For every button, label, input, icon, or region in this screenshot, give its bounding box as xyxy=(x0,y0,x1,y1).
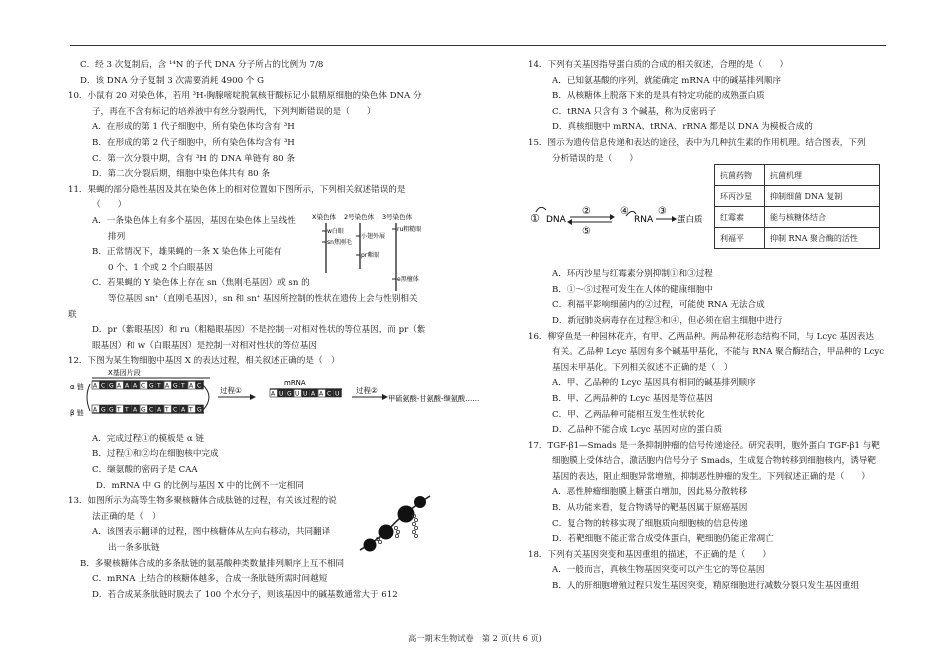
base-letter: A xyxy=(181,406,186,414)
ribosome-icon xyxy=(414,496,426,508)
base-letter: T xyxy=(157,382,161,390)
q17-option-d: D．若靶细胞不能正常合成受体蛋白，靶细胞仍能正常凋亡 xyxy=(552,534,774,545)
ribosome-icon xyxy=(398,506,415,523)
q13-stem: 13．如图所示为高等生物多聚核糖体合成肽链的过程，有关该过程的说 xyxy=(68,496,337,507)
q13-option-a: A．该图表示翻译的过程，图中核糖体从左向右移动，共同翻译 xyxy=(92,527,331,538)
process-2-label: 过程② xyxy=(356,386,378,395)
table-cell: 红霉素 xyxy=(715,207,765,228)
table-cell: 利福平 xyxy=(715,228,765,249)
q17-option-a: A．恶性肿瘤细胞膜上糖蛋白增加，因此易分散转移 xyxy=(552,487,748,498)
table-row xyxy=(715,165,880,186)
flow-rna: RNA xyxy=(634,215,654,225)
q14-option-d: D．真核细胞中 mRNA、tRNA、rRNA 都是以 DNA 为模板合成的 xyxy=(552,122,813,133)
base-letter: U xyxy=(335,390,340,398)
q17-stem-end: 基因的表达，阻止细胞异常增殖，抑制恶性肿瘤的发生。下列叙述正确的是（ ） xyxy=(552,471,870,482)
q18-stem: 18．下列有关基因突变和基因重组的描述，不正确的是（ ） xyxy=(528,549,771,560)
gene-sn: sn焦刚毛 xyxy=(327,239,352,246)
q17-option-c: C．复合物的转移实现了细胞质向细胞核的信息传递 xyxy=(552,518,748,529)
polyribosome-figure xyxy=(356,492,436,558)
gene-e: e黑檀体 xyxy=(397,276,419,283)
q13-option-d: D．若合成某条肽链时脱去了 100 个水分子，则该基因中的碱基数通常大于 612 xyxy=(92,589,398,600)
q10-option-d: D．第二次分裂后期，细胞中染色体共有 80 条 xyxy=(92,169,270,180)
base-letter: C xyxy=(149,406,154,414)
gene-w: w白眼 xyxy=(327,228,344,235)
mrna-strand xyxy=(270,389,342,398)
q11-option-d: D．pr（紫眼基因）和 ru（粗糙眼基因）不是控制一对相对性状的等位基因，而 pr（紫 xyxy=(92,325,426,336)
gene-ru: ru粗糙眼 xyxy=(397,226,422,233)
q12-stem: 12．下图为某生物细胞中基因 X 的表达过程，相关叙述正确的是（ ） xyxy=(68,356,340,367)
base-letter: T xyxy=(165,406,169,414)
q11-option-c-cont: 等位基因 snᐩ（直刚毛基因），sn 和 snᐩ 基因所控制的性状在遗传上会与性别相关 xyxy=(108,293,418,304)
q12-option-d: D．mRNA 中 G 的比例与基因 X 中的比例不一定相同 xyxy=(96,480,304,491)
info-flow-diagram xyxy=(528,200,708,240)
q9-option-c: C．经 3 次复制后，含 ¹⁴N 的子代 DNA 分子所占的比例为 7/8 xyxy=(80,60,324,70)
base-letter: A xyxy=(189,382,194,390)
q11-option-d-cont: 眼基因）和 w（白眼基因）是控制一对相对性状的等位基因 xyxy=(92,340,317,351)
base-letter: A xyxy=(165,382,170,390)
chrom-label-3: 3号染色体 xyxy=(382,213,413,221)
q15-option-b: B．①～⑤过程可发生在人体的健康细胞中 xyxy=(552,284,714,295)
beta-chain-label: β 链 xyxy=(70,409,84,417)
x-gene-title: X基因片段 xyxy=(108,369,141,377)
mrna-label: mRNA xyxy=(284,379,306,387)
q15-stem: 15．图示为遗传信息传递和表达的途径，表中为几种抗生素的作用机理。结合图表，下列 xyxy=(528,137,866,148)
base-letter: G xyxy=(197,406,202,414)
chrom-label-x: X染色体 xyxy=(312,213,336,221)
flow-label-5: ⑤ xyxy=(582,226,591,237)
gene-expression-figure xyxy=(70,367,480,429)
chromosome-figure xyxy=(310,211,422,297)
base-letter: A xyxy=(93,406,98,414)
table-row xyxy=(715,228,880,249)
flow-label-2: ② xyxy=(582,206,591,217)
q13-stem-cont: 法正确的是（ ） xyxy=(92,511,161,522)
q17-stem-cont: 细胞膜上受体结合，激活胞内信号分子 Smads，生成复合物转移到细胞核内，诱导靶 xyxy=(552,456,876,467)
base-letter: U xyxy=(279,390,284,398)
process-1-label: 过程① xyxy=(220,386,242,395)
table-cell: 能与核糖体结合 xyxy=(765,207,880,228)
page-footer: 高一期末生物试卷 第 2 页(共 6 页) xyxy=(408,633,542,643)
flow-label-1: ① xyxy=(530,212,540,225)
base-letter: A xyxy=(125,382,130,390)
right-column xyxy=(528,58,884,595)
q9-option-d: D．该 DNA 分子复制 3 次需要消耗 4900 个 G xyxy=(80,75,264,86)
ribosome-icon xyxy=(364,539,377,552)
q13-option-a-cont: 出一条多肽链 xyxy=(108,543,160,554)
base-letter: C xyxy=(141,382,146,390)
q11-option-b-cont: 0 个、1 个或 2 个白眼基因 xyxy=(108,262,213,273)
q10-option-c: C．第一次分裂中期，含有 ³H 的 DNA 单链有 80 条 xyxy=(92,153,295,164)
chrom-label-2: 2号染色体 xyxy=(344,213,375,221)
q14-option-a: A．已知氨基酸的序列，就能确定 mRNA 中的碱基排列顺序 xyxy=(552,75,782,86)
flow-protein: 蛋白质 xyxy=(677,215,703,225)
base-letter: C xyxy=(327,390,332,398)
q12-option-a: A．完成过程①的模板是 α 链 xyxy=(92,433,205,444)
table-row xyxy=(715,186,880,207)
q11-option-c-end: 联 xyxy=(68,309,77,320)
q12-option-b: B．过程①和②均在细胞核中完成 xyxy=(92,449,219,460)
q11-stem-cont: （ ） xyxy=(92,200,127,211)
base-letter: G xyxy=(173,382,178,390)
q17-stem: 17．TGF-β1—Smads 是一条抑制肿瘤的信号传递途径。研究表明，胞外蛋白 TGF-β1 与靶 xyxy=(528,440,880,451)
base-letter: G xyxy=(141,406,146,414)
base-letter: A xyxy=(271,390,276,398)
q15-option-d: D．新冠肺炎病毒存在过程③和④，但必须在宿主细胞中进行 xyxy=(552,315,783,326)
flow-label-3: ③ xyxy=(658,206,667,217)
base-letter: T xyxy=(189,406,193,414)
peptide-chain: 甲硫氨酸-甘氨酸-缬氨酸…… xyxy=(388,394,480,403)
base-letter: U xyxy=(303,390,308,398)
q13-option-b: B．多聚核糖体合成的多条肽链的氨基酸种类数量排列顺序上互不相同 xyxy=(80,558,345,569)
q15-option-c: C．利福平影响细菌内的②过程，可能使 RNA 无法合成 xyxy=(552,300,765,311)
base-letter: A xyxy=(157,406,162,414)
ribosome-icon xyxy=(379,525,394,540)
q11-option-a-cont: 排列 xyxy=(108,231,126,242)
base-letter: A xyxy=(319,390,324,398)
q13-option-c: C．mRNA 上结合的核糖体越多，合成一条肽链所需时间越短 xyxy=(92,574,328,585)
base-letter: A xyxy=(311,390,316,398)
q16-stem-end: 基因未甲基化。下列相关叙述不正确的是（ ） xyxy=(552,362,733,373)
q18-option-b: B．人的肝细胞增殖过程只发生基因突变，精原细胞进行减数分裂只发生基因重组 xyxy=(552,581,860,592)
table-row xyxy=(715,207,880,228)
base-letter: G xyxy=(109,406,114,414)
table-cell: 抑制细菌 DNA 复制 xyxy=(765,186,880,207)
q11-option-b: B．正常情况下，雄果蝇的一条 X 染色体上可能有 xyxy=(92,247,282,258)
base-letter: C xyxy=(197,382,202,390)
q16-stem-cont: 有关。乙品种 Lcyc 基因有多个碱基甲基化，不能与 RNA 聚合酶结合，甲品种的 Lcyc xyxy=(552,347,885,358)
base-letter: A xyxy=(93,382,98,390)
base-letter: G xyxy=(149,382,154,390)
q10-stem: 10．小鼠有 20 对染色体，若用 ³H-胸腺嘧啶脱氧核苷酸标记小鼠精原细胞的染色体 DNA 分 xyxy=(68,91,422,102)
base-letter: G xyxy=(101,406,106,414)
q16-option-a: A．甲、乙品种的 Lcyc 基因具有相同的碱基排列顺序 xyxy=(552,378,756,389)
gene-pr: pr紫眼 xyxy=(361,252,380,259)
gene-wing: 小翅外展 xyxy=(361,233,386,240)
table-cell: 环丙沙星 xyxy=(715,186,765,207)
base-letter: A xyxy=(133,406,138,414)
q10-option-a: A．在形成的第 1 代子细胞中，所有染色体均含有 ³H xyxy=(92,122,295,133)
q16-option-b: B．甲、乙两品种的 Lcyc 基因是等位基因 xyxy=(552,393,713,404)
base-letter: A xyxy=(117,382,122,390)
base-letter: T xyxy=(117,406,121,414)
q14-option-b: B．从核糖体上脱落下来的是具有特定功能的成熟蛋白质 xyxy=(552,91,765,102)
base-letter: G xyxy=(287,390,292,398)
base-letter: T xyxy=(125,406,129,414)
q18-option-a: A．一般而言，真核生物基因突变可以产生它的等位基因 xyxy=(552,565,765,576)
base-letter: C xyxy=(101,382,106,390)
q15-stem-cont: 分析错误的是（ ） xyxy=(552,153,638,164)
q10-option-b: B．在形成的第 2 代子细胞中，所有染色体均含有 ³H xyxy=(92,137,295,148)
q11-stem: 11．果蝇的部分隐性基因及其在染色体上的相对位置如下图所示，下列相关叙述错误的是 xyxy=(68,184,406,195)
base-letter: G xyxy=(109,382,114,390)
q12-option-c: C．缬氨酸的密码子是 CAA xyxy=(92,465,198,476)
q11-option-c: C．若果蝇的 Y 染色体上存在 sn（焦刚毛基因）或 sn 的 xyxy=(92,278,310,289)
alpha-chain-label: α 链 xyxy=(70,383,84,391)
beta-strand xyxy=(92,405,204,414)
table-cell: 抑制 RNA 聚合酶的活性 xyxy=(765,228,880,249)
q14-option-c: C．tRNA 只含有 3 个碱基，称为反密码子 xyxy=(552,106,717,117)
q14-stem: 14．下列有关基因指导蛋白质的合成的相关叙述，合理的是（ ） xyxy=(528,60,789,70)
q16-option-d: D．乙品种不能合成 Lcyc 基因对应的蛋白质 xyxy=(552,425,723,436)
antibiotic-table xyxy=(714,164,880,249)
flow-label-4: ④ xyxy=(620,206,629,217)
header-rule xyxy=(70,45,886,46)
base-letter: U xyxy=(295,390,300,398)
flow-dna: DNA xyxy=(546,215,566,225)
q16-option-c: C．甲、乙两品种可能相互发生性状转化 xyxy=(552,409,705,420)
base-letter: T xyxy=(181,382,185,390)
base-letter: C xyxy=(173,406,178,414)
q11-option-a: A．一条染色体上有多个基因，基因在染色体上呈线性 xyxy=(92,215,296,226)
table-header-drug: 抗菌药物 xyxy=(715,165,765,186)
q15-option-a: A．环丙沙星与红霉素分别抑制①和③过程 xyxy=(552,269,713,280)
q10-stem-cont: 子，再在不含有标记的培养液中有丝分裂两代，下列判断错误的是（ ） xyxy=(92,106,376,117)
q16-stem: 16．柳穿鱼是一种园林花卉，有甲、乙两品种。两品种花形态结构不同，与 Lcyc 基因表达 xyxy=(528,331,874,342)
base-letter: A xyxy=(133,382,138,390)
alpha-strand xyxy=(92,381,204,390)
table-header-mechanism: 抗菌机理 xyxy=(765,165,880,186)
q17-option-b: B．从功能来看，复合物诱导的靶基因属于原癌基因 xyxy=(552,503,748,514)
